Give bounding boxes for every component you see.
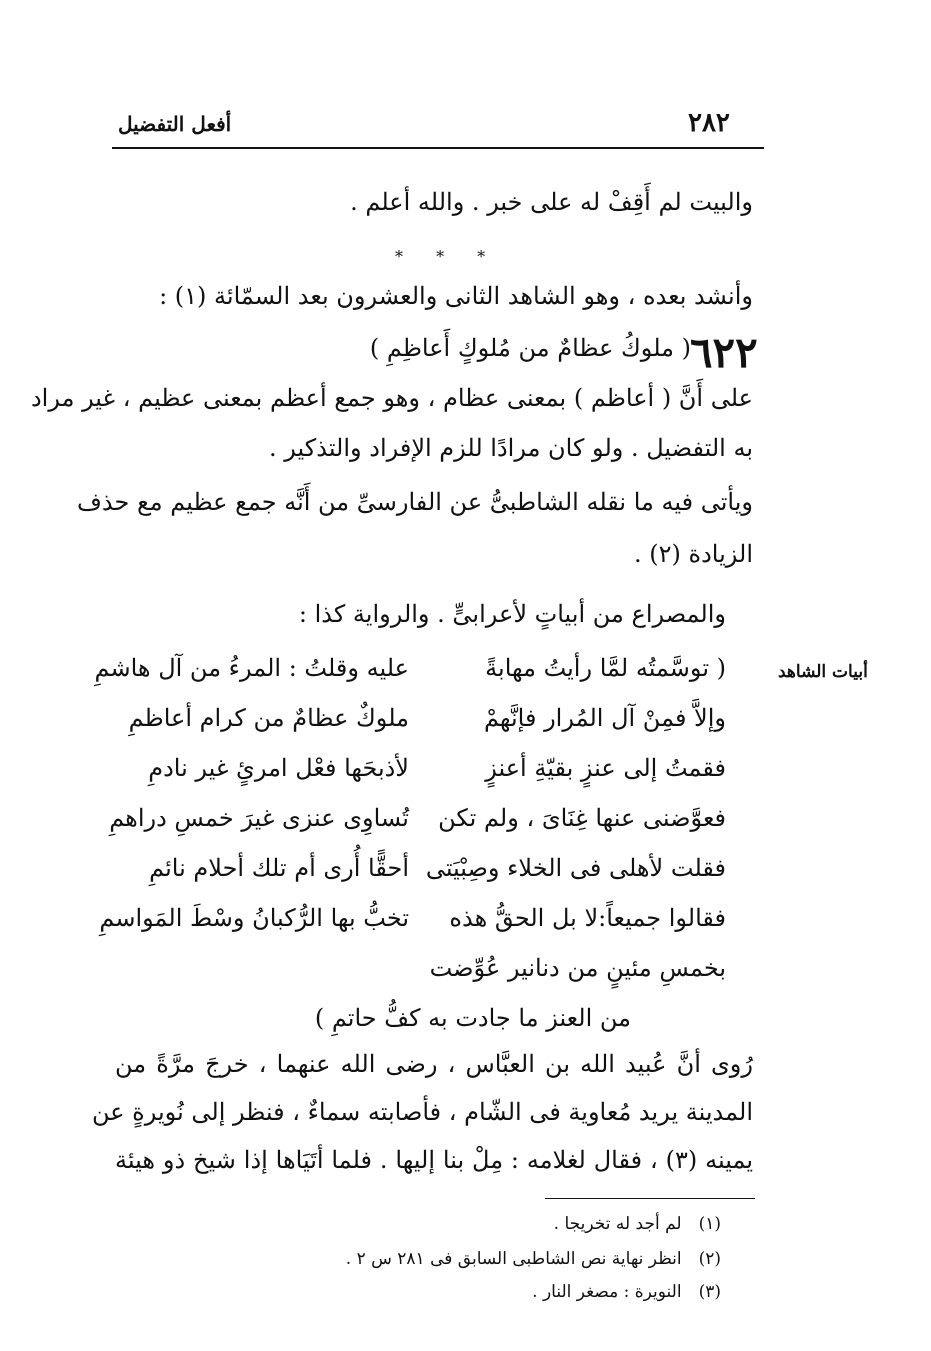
verse-ajz: عليه وقلتُ : المرءُ من آل هاشمِ	[94, 654, 409, 682]
running-head-title: أفعل التفضيل	[118, 112, 232, 136]
margin-label: أبيات الشاهد	[778, 662, 868, 682]
verse-sadr: فقلت لأهلى فى الخلاء وصِبْيَتى	[425, 854, 726, 882]
text-line: والبيت لم أَقِفْ له على خبر . والله أعلم .	[350, 188, 753, 216]
paragraph-line: الزيادة (٢) .	[634, 540, 753, 568]
footnote-number: (١)	[698, 1214, 721, 1234]
verse-ajz: تخبُّ بها الرُّكبانُ وسْطَ المَواسمِ	[99, 904, 409, 932]
paragraph-line: يمينه (٣) ، فقال لغلامه : مِلْ بنا إليها . فلما أتَيَاها إذا شيخ ذو هيئة	[115, 1146, 753, 1174]
header-rule	[112, 147, 764, 149]
verse-ajz: تُساوِى عنزى غيرَ خمسِ دراهمِ	[109, 804, 409, 832]
verse-sadr: فقالوا جميعاً:لا بل الحقُّ هذه	[449, 904, 726, 932]
footnote-text: لم أجد له تخريجا .	[553, 1214, 682, 1234]
verse-sadr: وإلاَّ فمِنْ آل المُرار فإنَّهمْ	[483, 704, 726, 732]
verse-ajz: لأذبحَها فعْل امرئٍ غير نادمِ	[148, 754, 409, 782]
footnote-number: (٢)	[698, 1249, 721, 1269]
verse-sadr: بخمسِ مئينٍ من دنانير عُوِّضت	[429, 954, 726, 982]
verse-sadr: فقمتُ إلى عنزٍ بقيّةِ أعنزٍ	[485, 754, 726, 782]
paragraph-line: على أَنَّ ( أعاظم ) بمعنى عظام ، وهو جمع أعظم بمعنى عظيم ، غير مراد	[30, 384, 753, 412]
verse-ajz: ملوكٌ عظامٌ من كرام أعاظمِ	[128, 704, 409, 732]
verse-ajz: من العنز ما جادت به كفُّ حاتمِ )	[314, 1004, 631, 1032]
page-number: ٢٨٢	[688, 108, 730, 138]
footnote	[532, 1282, 721, 1302]
paragraph-line: به التفضيل . ولو كان مرادًا للزم الإفراد والتذكير .	[269, 434, 753, 462]
footnote	[346, 1249, 721, 1269]
shahid-number: ٦٢٢	[690, 328, 758, 377]
verse-sadr: فعوَّضنى عنها غِنَاىَ ، ولم تكن	[438, 804, 726, 832]
footnote-text: النويرة : مصغر النار .	[532, 1282, 682, 1302]
verse-sadr: ( توسَّمتُه لمَّا رأيتُ مهابةً	[485, 654, 726, 682]
section-separator: * * *	[395, 247, 500, 266]
paragraph-line: ويأتى فيه ما نقله الشاطبىُّ عن الفارسىِّ من أَنَّه جمع عظيم مع حذف	[77, 488, 753, 516]
footnote-rule	[545, 1198, 755, 1199]
footnote	[554, 1214, 721, 1234]
paragraph-line: رُوى أنَّ عُبيد الله بن العبَّاس ، رضى الله عنهما ، خرجَ مرَّةً من	[115, 1050, 753, 1078]
text-line: وأنشد بعده ، وهو الشاهد الثانى والعشرون بعد السمّائة (١) :	[159, 282, 753, 310]
paragraph-line: المدينة يريد مُعاوية فى الشّام ، فأصابته سماءٌ ، فنظر إلى نُويرةٍ عن	[91, 1098, 753, 1126]
shahid-verse: ( ملوكُ عظامٌ من مُلوكٍ أَعاظِمِ )	[369, 334, 691, 362]
paragraph-line: والمصراع من أبياتٍ لأعرابىٍّ . والرواية كذا :	[298, 600, 726, 628]
verse-ajz: أحقًّا أُرى أم تلك أحلام نائمِ	[149, 854, 409, 882]
footnote-number: (٣)	[698, 1282, 721, 1302]
footnote-text: انظر نهاية نص الشاطبى السابق فى ٢٨١ س ٢ .	[345, 1249, 682, 1269]
